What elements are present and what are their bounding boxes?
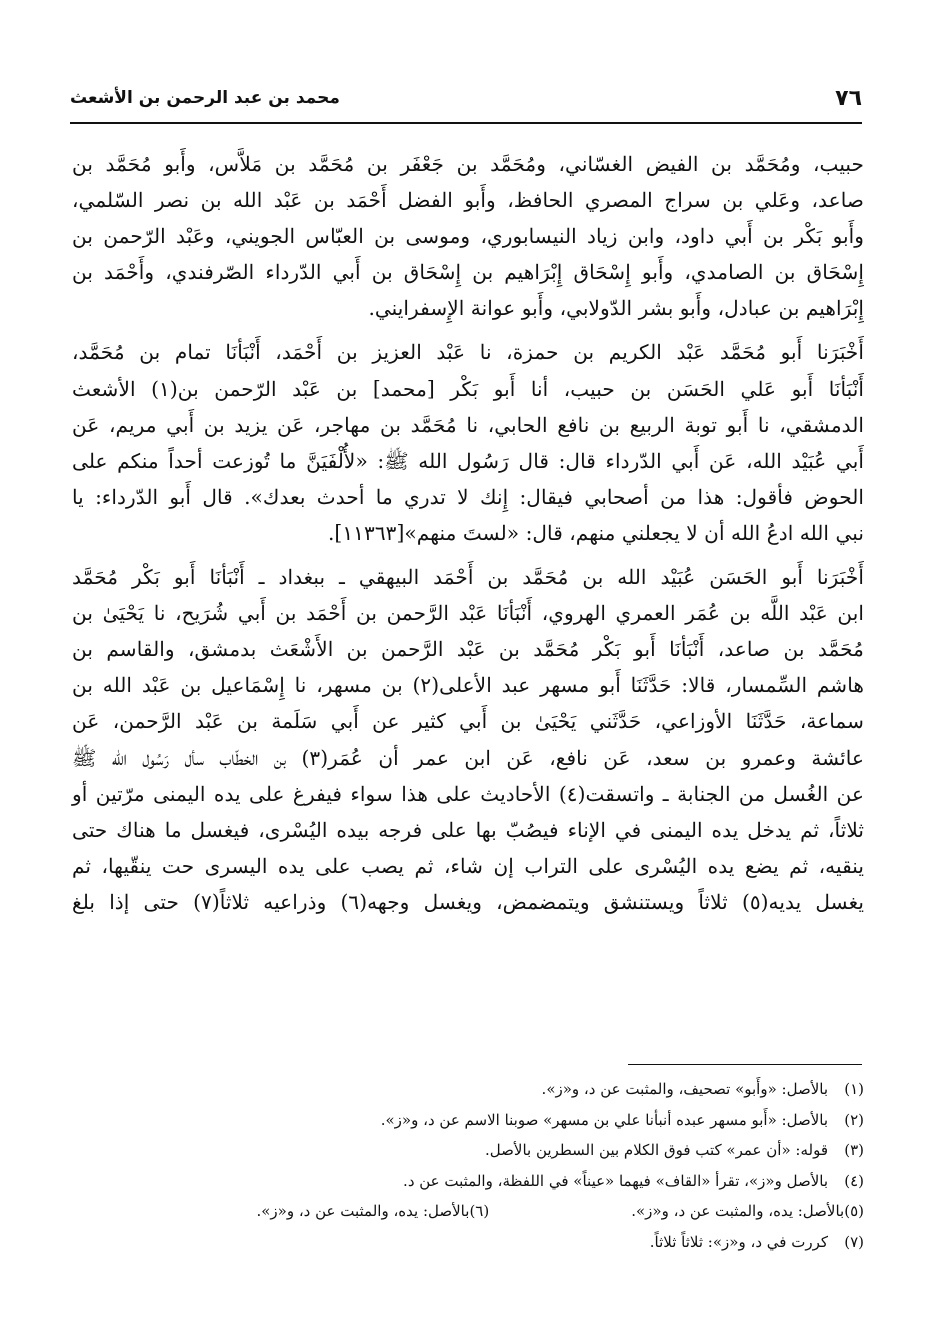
text-line: يغسل يديه(٥) ثلاثاً ويستنشق ويتمضمض، ويغسل وجهه(٦) وذراعيه ثلاثاً(٧) حتى إذا بلغ bbox=[72, 889, 865, 914]
footnote-text: بالأصل: يده، والمثبت عن د، و«ز». bbox=[256, 1202, 470, 1220]
text-line: ينقيه، ثم يضع يده اليُسْرى على التراب إن شاء، ثم يصب على يده اليسرى حت ينقّيها، ثم bbox=[72, 853, 864, 878]
footnote-number: (٢) bbox=[844, 1110, 864, 1129]
footnote-divider bbox=[628, 1064, 862, 1065]
footnote-number: (٣) bbox=[844, 1141, 864, 1159]
page-header bbox=[70, 86, 862, 124]
paragraph bbox=[72, 334, 864, 551]
text-line: الحوض فأقول: هذا من أصحابي فيقال: إِنك لا تدري ما أحدث بعدك». قال أَبو الدّرداء: يا bbox=[72, 484, 864, 509]
footnote bbox=[72, 1227, 864, 1258]
footnote bbox=[72, 1166, 864, 1197]
text-line: ابن عَبْد اللَّه بن عُمَر العمري الهروي، أَنْبَأنَا عَبْد الرَّحمن بن أَحْمَد بن أَبي شُرَيح، نا يَحْيَىٰ بن bbox=[72, 601, 864, 626]
paragraph bbox=[72, 146, 864, 326]
footnote-row bbox=[72, 1196, 864, 1227]
footnote-number: (٥) bbox=[844, 1202, 864, 1220]
text-line: وأَبو بَكْر بن أَبي داود، وابن زياد النيسابوري، وموسى بن العبّاس الجويني، وعَبْد الرّحمن بن bbox=[72, 224, 864, 249]
text-line: عن الغُسل من الجنابة ـ واتسقت(٤) الأحاديث على هذا سواء فيفرغ على يده اليمنى مرّتين أو bbox=[72, 781, 864, 806]
text-line: أَبي عُبَيْد الله، عَن أَبي الدّرداء قال: قال رَسُول الله ﷺ: «لأُلْفَيَنَّ ما تُوزعت أحداً منكم على bbox=[72, 448, 864, 473]
footnote-text: بالأصل: «وأَبو» تصحيف، والمثبت عن د، و«ز». bbox=[541, 1080, 828, 1098]
footnote-text: بالأصل: «أَبو مسهر عبده أنبأنا علي بن مسهر» صوبنا الاسم عن د، و«ز». bbox=[380, 1110, 828, 1129]
text-line: هاشم السِّمسار، قالا: حَدَّثَنَا أَبو مسهر عبد الأعلى(٢) بن مسهر، نا إِسْمَاعيل بن عَبْد الله بن bbox=[72, 673, 864, 698]
footnote bbox=[72, 1105, 864, 1136]
text-line: إِبْرَاهيم بن عبادل، وأَبو بشر الدّولابي، وأَبو عوانة الإِسفرايني. bbox=[368, 296, 864, 321]
footnote-text: قوله: «أن عمر» كتب فوق الكلام بين السطرين بالأصل. bbox=[485, 1141, 828, 1159]
text-line: أَخْبَرَنا أَبو الحَسَن عُبَيْد الله بن مُحَمَّد بن أَحْمَد البيهقي ـ ببغداد ـ أَنْبَأنَا أَبو بَكْر مُحَمَّد bbox=[72, 565, 864, 590]
footnote-number: (٦) bbox=[469, 1202, 490, 1220]
running-title: محمد بن عبد الرحمن بن الأشعث bbox=[70, 88, 340, 108]
text-line: عائشة وعمرو بن سعد، عَن نافع، عَن ابن عمر أن عُمَر(٣) بن الخطّاب سأل رَسُول الله ﷺ bbox=[72, 745, 864, 770]
text-line: سماعة، حَدَّثَنَا الأوزاعي، حَدَّثَني يَحْيَىٰ بن أَبي كثير عن أَبي سَلَمة بن عَبْد الرَّحمن، عَن bbox=[72, 709, 864, 734]
footnote-text: كررت في د، و«ز»: ثلاثاً ثلاثاً. bbox=[649, 1232, 828, 1251]
footnote-number: (١) bbox=[844, 1080, 864, 1098]
footnote-text: بالأصل: يده، والمثبت عن د، و«ز». bbox=[631, 1202, 845, 1220]
text-line: حبيب، ومُحَمَّد بن الفيض الغسّاني، ومُحَمَّد بن جَعْفَر بن مُحَمَّد بن مَلاَّس، وأَبو مُحَمَّد بن bbox=[72, 152, 864, 176]
footnote bbox=[72, 1135, 864, 1166]
footnote bbox=[72, 1074, 864, 1105]
text-line: إِسْحَاق بن الصامدي، وأَبو إِسْحَاق إِبْرَاهيم بن إِسْحَاق بن أَبي الدّرداء الصّرفندي، وأَحْمَد بن bbox=[72, 260, 864, 285]
text-line: أَخْبَرَنا أَبو مُحَمَّد عَبْد الكريم بن حمزة، نا عَبْد العزيز بن أَحْمَد، أَنْبَأنَا تمام بن مُحَمَّد، bbox=[72, 340, 864, 365]
text-line: ثلاثاً، ثم يدخل يده اليمنى في الإناء فيصُبّ بها على فرجه بيده اليُسْرى، فيغسل ما هناك حتى bbox=[72, 817, 864, 842]
main-text bbox=[72, 146, 864, 920]
footnotes bbox=[72, 1074, 864, 1257]
footnote-number: (٤) bbox=[844, 1171, 864, 1190]
footnote-number: (٧) bbox=[844, 1232, 864, 1251]
footnote bbox=[256, 1202, 489, 1220]
text-line: صاعد، وعَلي بن سراج المصري الحافظ، وأَبو الفضل أَحْمَد بن عَبْد الله بن نصر السّلمي، bbox=[72, 188, 864, 213]
text-line: أَنْبَأنَا أَبو عَلي الحَسَن بن حبيب، أنا أَبو بَكْر [محمد] بن عَبْد الرّحمن بن(١) الأشعث bbox=[72, 376, 864, 401]
footnote bbox=[494, 1196, 864, 1227]
footnote-text: بالأصل و«ز»، تقرأ «القاف» فيهما «عيناً» في اللفظة، والمثبت عن د. bbox=[403, 1171, 828, 1190]
text-line: الدمشقي، نا أَبو توبة الربيع بن نافع الحابي، نا مُحَمَّد بن مهاجر، عَن يزيد بن أَبي مريم، عَن bbox=[72, 412, 864, 437]
text-line: نبي الله ادعُ الله أن لا يجعلني منهم، قال: «لستَ منهم»[١١٣٦٣]. bbox=[328, 520, 864, 545]
paragraph bbox=[72, 559, 864, 920]
page-number: ٧٦ bbox=[835, 86, 862, 111]
text-line: مُحَمَّد بن صاعد، أَنْبَأنَا أَبو بَكْر مُحَمَّد بن عَبْد الرَّحمن بن الأَشْعَث بدمشق، والقاسم بن bbox=[72, 637, 864, 662]
